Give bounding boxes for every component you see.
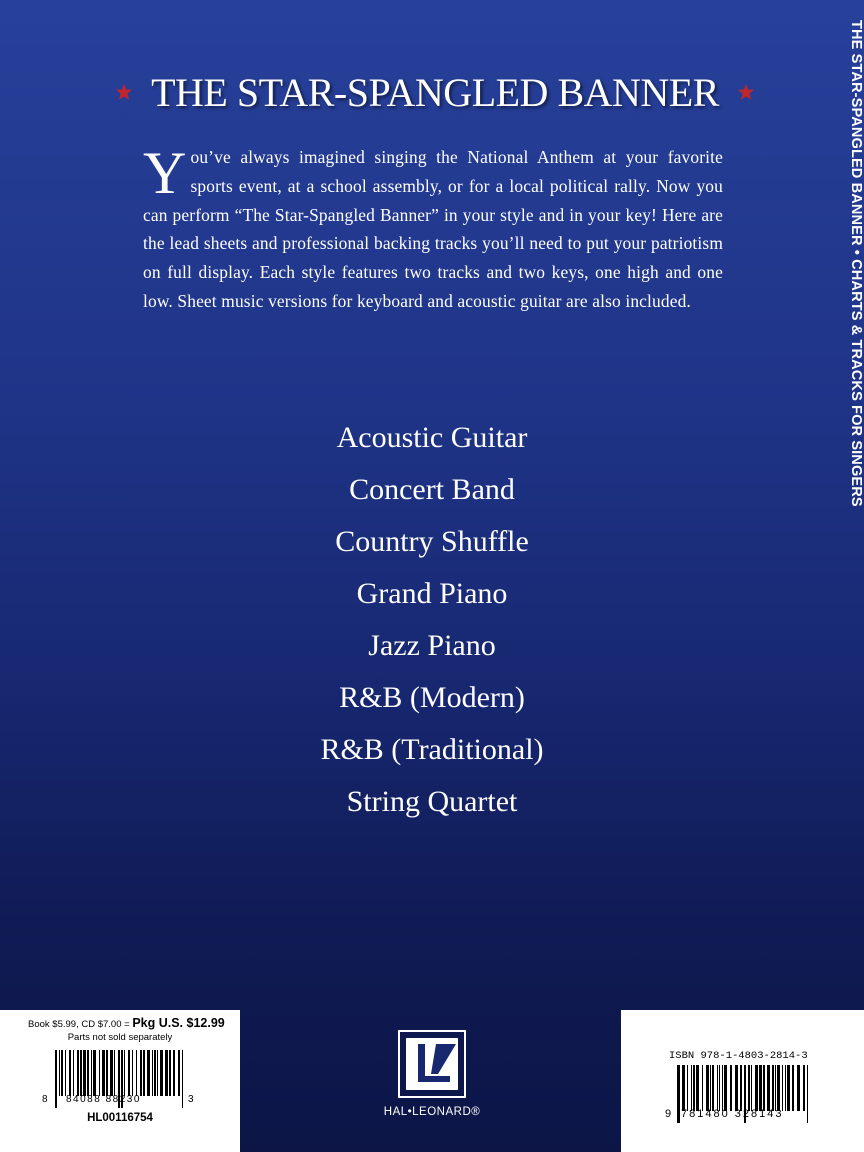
barcode-bar bbox=[775, 1065, 776, 1111]
barcode-bar bbox=[710, 1065, 711, 1111]
barcode-bar bbox=[77, 1050, 79, 1096]
barcode-bar bbox=[767, 1065, 770, 1111]
style-item: String Quartet bbox=[346, 785, 518, 818]
barcode-bar bbox=[55, 1050, 57, 1108]
spine-text: THE STAR-SPANGLED BANNER • CHARTS & TRACKS FOR SINGERS bbox=[848, 20, 864, 507]
barcode-bar bbox=[735, 1065, 738, 1111]
barcode-bar bbox=[759, 1065, 762, 1111]
barcode-bar bbox=[152, 1050, 153, 1096]
barcode-bar bbox=[160, 1050, 163, 1096]
barcode-bar bbox=[132, 1050, 133, 1096]
price-total: Pkg U.S. $12.99 bbox=[132, 1016, 225, 1030]
barcode-bar bbox=[785, 1065, 786, 1111]
barcode-bar bbox=[751, 1065, 752, 1111]
barcode-bar bbox=[693, 1065, 695, 1111]
barcode-bar bbox=[59, 1050, 60, 1096]
barcode-bar bbox=[102, 1050, 105, 1096]
barcode-bar bbox=[69, 1050, 71, 1096]
barcode-bar bbox=[169, 1050, 171, 1096]
barcode-bar bbox=[99, 1050, 100, 1096]
barcode-bar bbox=[763, 1065, 765, 1111]
star-icon bbox=[115, 83, 133, 101]
barcode-bar bbox=[777, 1065, 780, 1111]
barcode-bar bbox=[178, 1050, 180, 1096]
style-item: R&B (Modern) bbox=[339, 681, 525, 714]
description-text: ou’ve always imagined singing the National Anthem at your favorite sports event, at a school assembly, or for a local political rally. Now you can perform “The Star-Spangled Banner” in your style and in your key! Here are the lead sheets and professional backing tracks you’ll need to put your patriotism on full display. Each style features two tracks and two keys, one high and one low. Sheet music versions for keyboard and acoustic guitar are also included. bbox=[143, 147, 723, 311]
barcode-bar bbox=[128, 1050, 130, 1096]
barcode-bar bbox=[696, 1065, 699, 1111]
page-title: THE STAR-SPANGLED BANNER bbox=[151, 69, 719, 115]
isbn-label: ISBN 978-1-4803-2814-3 bbox=[669, 1050, 808, 1062]
barcode-bar bbox=[719, 1065, 720, 1111]
drop-cap: Y bbox=[143, 140, 187, 206]
barcode-bar bbox=[740, 1065, 742, 1111]
barcode-bar bbox=[787, 1065, 790, 1111]
barcode-bar bbox=[702, 1065, 703, 1111]
barcode-bar bbox=[154, 1050, 156, 1096]
barcode-bar bbox=[91, 1050, 92, 1096]
barcode-bar bbox=[797, 1065, 800, 1111]
publisher-name: HAL•LEONARD® bbox=[383, 1106, 481, 1118]
barcode-bar bbox=[748, 1065, 750, 1111]
barcode-bar bbox=[157, 1050, 158, 1096]
barcode-bar bbox=[182, 1050, 183, 1108]
barcode-bar bbox=[65, 1050, 66, 1096]
barcode-bar bbox=[682, 1065, 685, 1111]
isbn-box bbox=[621, 1010, 864, 1152]
barcode-bar bbox=[143, 1050, 145, 1096]
upc-last-digit: 3 bbox=[188, 1094, 194, 1105]
barcode-bar bbox=[687, 1065, 688, 1111]
style-item: Concert Band bbox=[349, 473, 515, 506]
barcode-bar bbox=[706, 1065, 709, 1111]
style-item: R&B (Traditional) bbox=[320, 733, 544, 766]
barcode-bar bbox=[61, 1050, 63, 1096]
barcode-bar bbox=[724, 1065, 727, 1111]
upc-digits: 84088 88230 bbox=[66, 1094, 141, 1105]
barcode-bar bbox=[803, 1065, 805, 1111]
star-icon bbox=[737, 83, 755, 101]
style-item: Acoustic Guitar bbox=[336, 421, 528, 454]
barcode-bar bbox=[173, 1050, 175, 1096]
title-row bbox=[140, 64, 730, 120]
barcode-bar bbox=[73, 1050, 74, 1096]
barcode-bar bbox=[114, 1050, 115, 1096]
barcode-bar bbox=[677, 1065, 680, 1123]
barcode-bar bbox=[717, 1065, 718, 1111]
isbn-first-digit: 9 bbox=[665, 1108, 672, 1120]
style-item: Grand Piano bbox=[356, 577, 508, 610]
publisher-logo bbox=[364, 1030, 500, 1140]
style-item: Jazz Piano bbox=[368, 629, 496, 662]
barcode-bar bbox=[110, 1050, 113, 1096]
barcode-bar bbox=[136, 1050, 137, 1096]
spine bbox=[838, 20, 864, 540]
barcode-bar bbox=[106, 1050, 108, 1096]
upc-first-digit: 8 bbox=[42, 1094, 48, 1105]
barcode-bar bbox=[87, 1050, 89, 1096]
barcode-bar bbox=[730, 1065, 732, 1111]
price-box bbox=[0, 1010, 240, 1152]
barcode-bar bbox=[712, 1065, 714, 1111]
hal-leonard-logo bbox=[398, 1030, 466, 1100]
barcode-bar bbox=[807, 1065, 808, 1123]
barcode-bar bbox=[80, 1050, 82, 1096]
price-line bbox=[28, 1016, 225, 1030]
isbn-digits: 781480 328143 bbox=[681, 1108, 784, 1120]
barcode-bar bbox=[782, 1065, 783, 1111]
price-components: Book $5.99, CD $7.00 = bbox=[28, 1019, 130, 1030]
style-list bbox=[232, 412, 632, 828]
barcode-bar bbox=[691, 1065, 692, 1111]
barcode-bar bbox=[722, 1065, 723, 1111]
barcode-bar bbox=[792, 1065, 794, 1111]
barcode-bar bbox=[83, 1050, 86, 1096]
product-code: HL00116754 bbox=[87, 1112, 153, 1124]
style-item: Country Shuffle bbox=[335, 525, 529, 558]
barcode-bar bbox=[772, 1065, 774, 1111]
barcode-bar bbox=[124, 1050, 125, 1096]
barcode-bar bbox=[140, 1050, 142, 1096]
barcode-bar bbox=[165, 1050, 168, 1096]
barcode-bar bbox=[147, 1050, 150, 1096]
description bbox=[143, 140, 723, 316]
barcode-bar bbox=[755, 1065, 758, 1111]
barcode-bar bbox=[93, 1050, 96, 1096]
parts-note: Parts not sold separately bbox=[67, 1032, 173, 1043]
